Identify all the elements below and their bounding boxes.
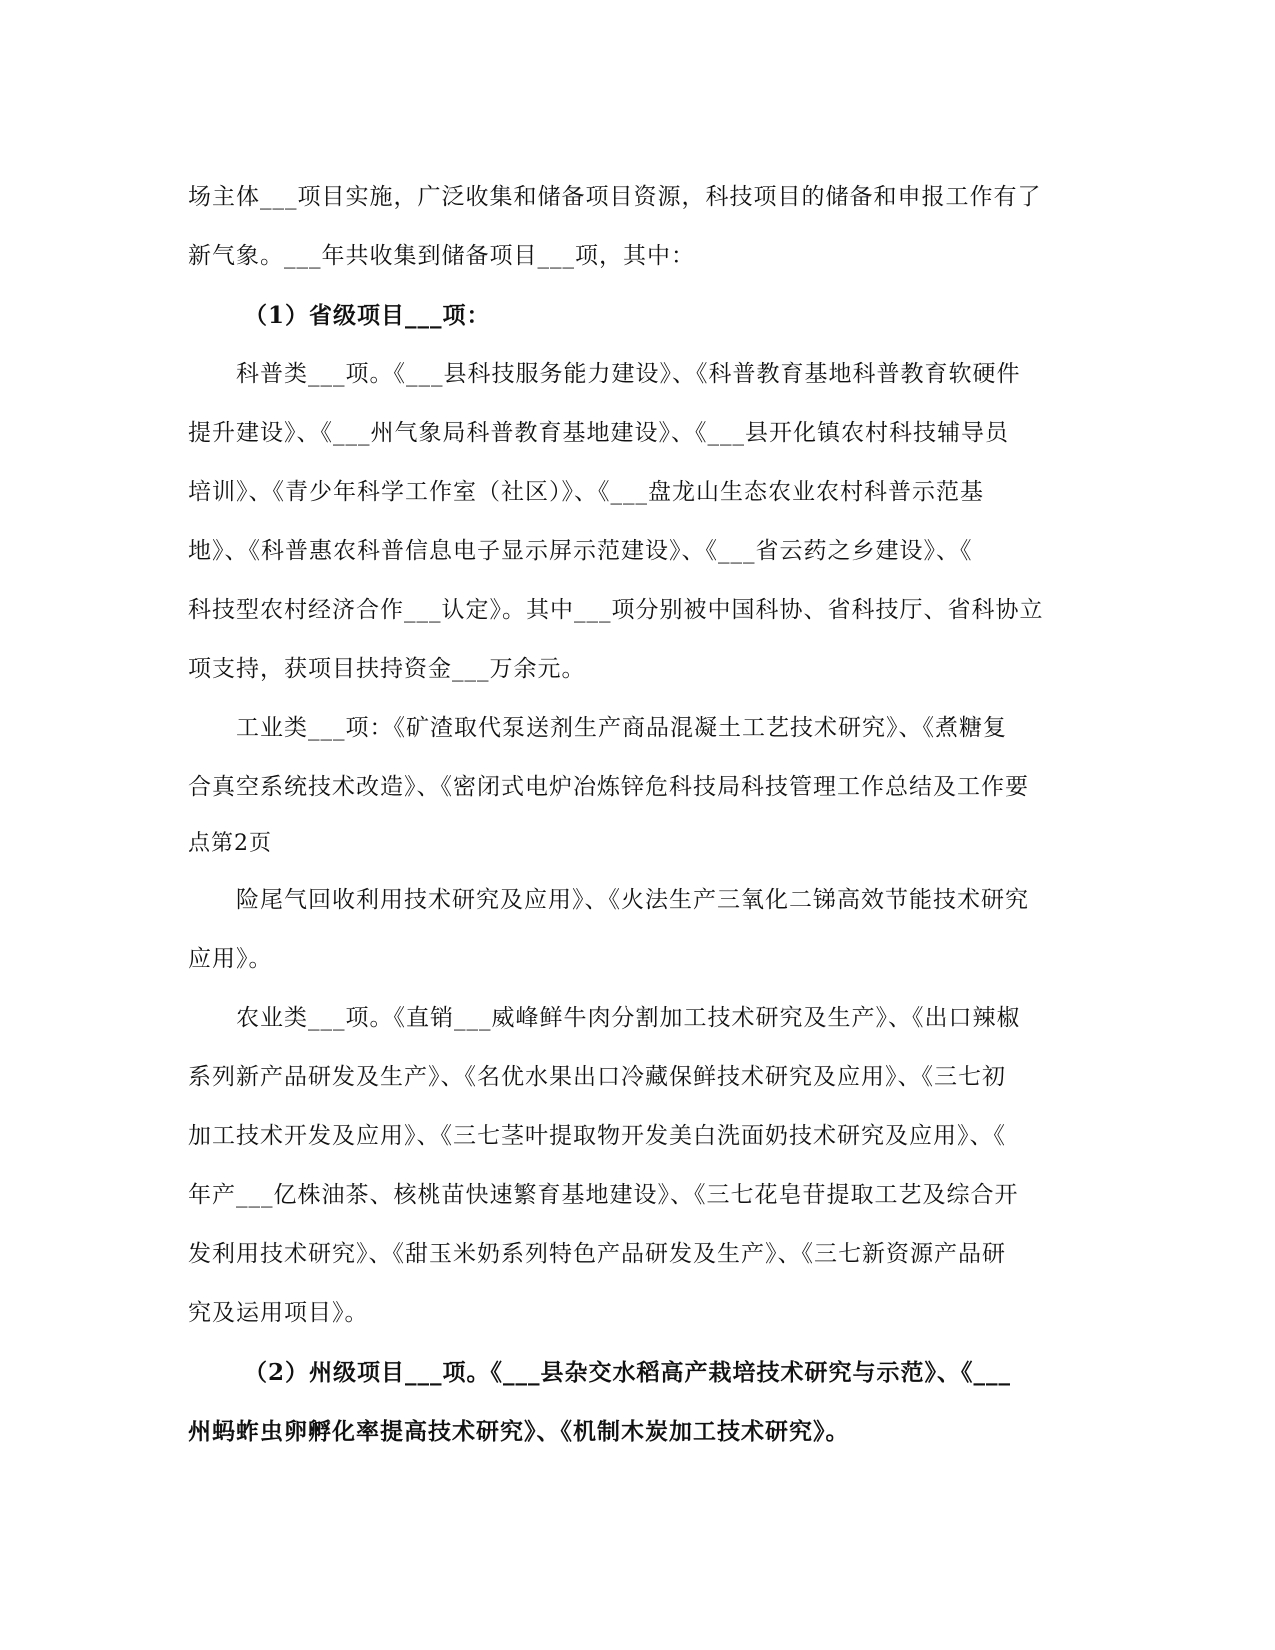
text-line: 加工技术开发及应用》、《三七茎叶提取物开发美白洗面奶技术研究及应用》、《	[188, 1123, 1006, 1149]
text-line: 险尾气回收利用技术研究及应用》、《火法生产三氧化二锑高效节能技术研究	[236, 887, 1029, 913]
text-line: 项支持，获项目扶持资金___万余元。	[188, 656, 586, 682]
document-body	[188, 168, 1088, 1461]
text-line: 系列新产品研发及生产》、《名优水果出口冷藏保鲜技术研究及应用》、《三七初	[188, 1064, 1006, 1090]
text-line: 培训》、《青少年科学工作室（社区）》、《___盘龙山生态农业农村科普示范基	[188, 479, 984, 505]
paragraph-start-industrial: 工业类___项：《矿渣取代泵送剂生产商品混凝土工艺技术研究》、《煮糖复	[236, 715, 1007, 741]
text-line: 发利用技术研究》、《甜玉米奶系列特色产品研发及生产》、《三七新资源产品研	[188, 1241, 1006, 1267]
section-heading-provincial: （1）省级项目___项：	[244, 302, 491, 329]
text-line: 地》、《科普惠农科普信息电子显示屏示范建设》、《___省云药之乡建设》、《	[188, 538, 973, 564]
text-line: 州蚂蚱虫卵孵化率提高技术研究》、《机制木炭加工技术研究》。	[188, 1418, 850, 1445]
section-heading-prefectural: （2）州级项目___项。《___县杂交水稻高产栽培技术研究与示范》、《___	[244, 1359, 1012, 1386]
text-line: 科技型农村经济合作___认定》。其中___项分别被中国科协、省科技厅、省科协立	[188, 597, 1044, 623]
text-line: 合真空系统技术改造》、《密闭式电炉冶炼锌危科技局科技管理工作总结及工作要	[188, 774, 1029, 800]
text-line: 究及运用项目》。	[188, 1300, 369, 1326]
text-line: 场主体___项目实施，广泛收集和储备项目资源，科技项目的储备和申报工作有了	[188, 184, 1042, 210]
text-line: 年产___亿株油茶、核桃苗快速繁育基地建设》、《三七花皂苷提取工艺及综合开	[188, 1182, 1019, 1208]
paragraph-start-science-popularization: 科普类___项。《___县科技服务能力建设》、《科普教育基地科普教育软硬件	[236, 361, 1021, 387]
text-line: 新气象。___年共收集到储备项目___项，其中：	[188, 243, 695, 269]
text-line: 提升建设》、《___州气象局科普教育基地建设》、《___县开化镇农村科技辅导员	[188, 420, 1009, 446]
text-line: 应用》。	[188, 946, 273, 972]
page-break-marker: 点第2页	[188, 831, 272, 856]
paragraph-start-agricultural: 农业类___项。《直销___威峰鲜牛肉分割加工技术研究及生产》、《出口辣椒	[236, 1005, 1021, 1031]
